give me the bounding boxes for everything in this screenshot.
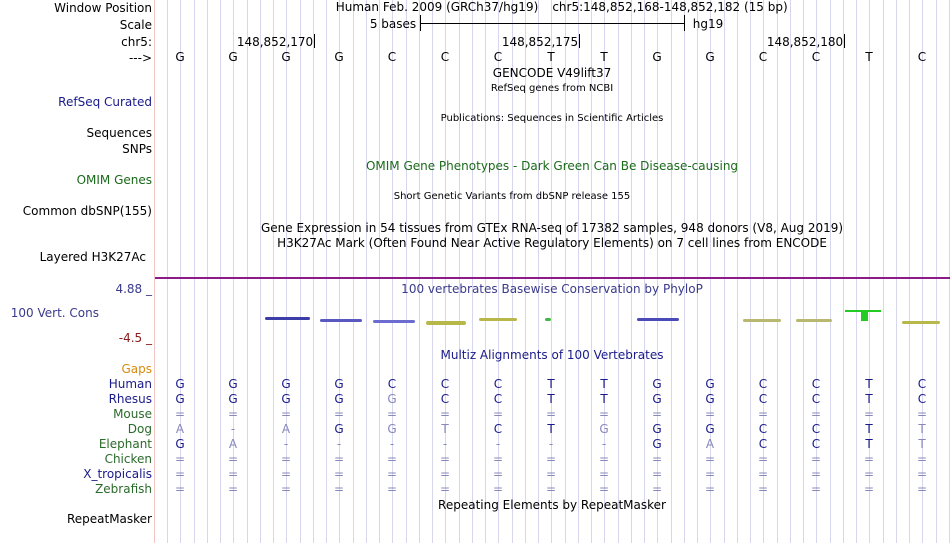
alignment-base: = xyxy=(863,452,875,466)
track-title-multiz[interactable]: Multiz Alignments of 100 Vertebrates xyxy=(440,348,664,362)
gridline xyxy=(260,0,261,543)
alignment-base: = xyxy=(439,452,451,466)
species-label[interactable]: Elephant xyxy=(98,437,152,451)
alignment-base: G xyxy=(281,392,291,406)
gridline xyxy=(883,0,884,543)
alignment-base: = xyxy=(916,482,928,496)
alignment-base: - xyxy=(283,437,289,451)
alignment-base: C xyxy=(917,392,927,406)
gridline xyxy=(724,0,725,543)
alignment-base: = xyxy=(545,467,557,481)
reference-base: C xyxy=(811,50,821,64)
label-sequences[interactable]: Sequences xyxy=(86,126,152,140)
alignment-base: = xyxy=(280,482,292,496)
gridline xyxy=(207,0,208,543)
gridline xyxy=(366,0,367,543)
alignment-base: T xyxy=(547,377,555,391)
scale-bar-right-tick xyxy=(684,15,685,31)
reference-base: C xyxy=(387,50,397,64)
label-vert-cons[interactable]: 100 Vert. Cons xyxy=(10,306,99,320)
alignment-base: C xyxy=(811,377,821,391)
alignment-base: = xyxy=(280,467,292,481)
alignment-base: = xyxy=(598,407,610,421)
alignment-base: C xyxy=(758,392,768,406)
alignment-base: = xyxy=(333,482,345,496)
alignment-base: C xyxy=(917,377,927,391)
reference-base: T xyxy=(547,50,555,64)
alignment-base: = xyxy=(916,467,928,481)
alignment-base: A xyxy=(228,437,238,451)
reference-base: G xyxy=(705,50,715,64)
scale-bar-line xyxy=(420,23,685,24)
alignment-base: G xyxy=(705,392,715,406)
alignment-base: C xyxy=(758,437,768,451)
gridline xyxy=(684,0,685,543)
scale-bar-db: hg19 xyxy=(692,17,724,31)
gridline xyxy=(750,0,751,543)
alignment-base: G xyxy=(228,377,238,391)
alignment-base: G xyxy=(334,392,344,406)
alignment-base: = xyxy=(704,482,716,496)
alignment-base: = xyxy=(439,467,451,481)
gridline xyxy=(909,0,910,543)
alignment-base: C xyxy=(811,422,821,436)
alignment-base: G xyxy=(334,422,344,436)
alignment-base: = xyxy=(227,452,239,466)
gridline xyxy=(856,0,857,543)
alignment-base: A xyxy=(175,422,185,436)
gridline xyxy=(777,0,778,543)
alignment-base: - xyxy=(548,437,554,451)
coord-tick xyxy=(579,34,580,48)
coord-tick xyxy=(844,34,845,48)
alignment-base: G xyxy=(334,377,344,391)
alignment-base: G xyxy=(387,422,397,436)
position-readout: chr5:148,852,168-148,852,182 (15 bp) xyxy=(552,0,788,14)
track-image-panel[interactable] xyxy=(155,0,950,543)
label-chrom[interactable]: chr5: xyxy=(121,35,152,49)
reference-base: C xyxy=(758,50,768,64)
reference-base: C xyxy=(440,50,450,64)
gridline xyxy=(472,0,473,543)
species-label[interactable]: Rhesus xyxy=(108,392,152,406)
alignment-base: = xyxy=(492,467,504,481)
alignment-base: = xyxy=(598,452,610,466)
alignment-base: T xyxy=(865,377,873,391)
track-labels-panel xyxy=(0,0,154,543)
label-strand-arrow[interactable]: ---> xyxy=(128,51,152,65)
alignment-base: = xyxy=(174,482,186,496)
alignment-base: T xyxy=(547,392,555,406)
alignment-base: C xyxy=(493,422,503,436)
alignment-base: G xyxy=(652,392,662,406)
alignment-base: G xyxy=(599,422,609,436)
coord-label: 148,852,175 xyxy=(501,35,579,49)
scale-bar-text: 5 bases xyxy=(369,17,417,31)
alignment-base: = xyxy=(916,452,928,466)
track-title-repeatmasker[interactable]: Repeating Elements by RepeatMasker xyxy=(438,498,666,512)
alignment-base: A xyxy=(705,437,715,451)
reference-base: G xyxy=(281,50,291,64)
reference-base: G xyxy=(175,50,185,64)
gridline xyxy=(406,0,407,543)
alignment-base: G xyxy=(652,437,662,451)
gridline xyxy=(843,0,844,543)
label-gaps[interactable]: Gaps xyxy=(121,362,152,376)
alignment-base: C xyxy=(440,392,450,406)
alignment-base: = xyxy=(492,482,504,496)
alignment-base: C xyxy=(493,392,503,406)
alignment-base: G xyxy=(652,422,662,436)
species-label[interactable]: X_tropicalis xyxy=(83,467,152,481)
coord-label: 148,852,170 xyxy=(236,35,314,49)
alignment-base: = xyxy=(227,467,239,481)
label-layered-h3k27ac[interactable]: Layered H3K27Ac xyxy=(39,250,146,264)
alignment-base: = xyxy=(810,407,822,421)
alignment-base: = xyxy=(227,407,239,421)
gridline xyxy=(485,0,486,543)
species-label[interactable]: Human xyxy=(108,377,152,391)
gridline xyxy=(379,0,380,543)
alignment-base: C xyxy=(758,422,768,436)
gridline xyxy=(247,0,248,543)
alignment-base: - xyxy=(336,437,342,451)
alignment-base: C xyxy=(811,392,821,406)
label-common-dbsnp[interactable]: Common dbSNP(155) xyxy=(22,204,152,218)
alignment-base: = xyxy=(439,482,451,496)
reference-base: G xyxy=(652,50,662,64)
alignment-base: = xyxy=(386,452,398,466)
label-omim-genes[interactable]: OMIM Genes xyxy=(76,173,152,187)
track-title-publications[interactable]: Publications: Sequences in Scientific Articles xyxy=(440,113,664,124)
species-label[interactable]: Zebrafish xyxy=(95,482,152,496)
alignment-base: T xyxy=(600,377,608,391)
alignment-base: = xyxy=(651,467,663,481)
label-snps[interactable]: SNPs xyxy=(122,142,152,156)
coord-tick xyxy=(314,34,315,48)
alignment-base: C xyxy=(758,377,768,391)
track-title-omim[interactable]: OMIM Gene Phenotypes - Dark Green Can Be Disease-causing xyxy=(365,159,739,173)
species-label[interactable]: Mouse xyxy=(113,407,152,421)
reference-base: T xyxy=(600,50,608,64)
track-title-gencode[interactable]: GENCODE V49lift37 xyxy=(492,66,612,80)
alignment-base: = xyxy=(757,452,769,466)
gridline xyxy=(167,0,168,543)
alignment-base: G xyxy=(228,392,238,406)
alignment-base: G xyxy=(175,392,185,406)
alignment-base: = xyxy=(810,482,822,496)
label-cons-max: 4.88 _ xyxy=(115,282,152,296)
alignment-base: G xyxy=(705,422,715,436)
alignment-base: = xyxy=(757,407,769,421)
species-label[interactable]: Chicken xyxy=(104,452,152,466)
track-title-dbsnp[interactable]: Short Genetic Variants from dbSNP release 155 xyxy=(393,191,631,202)
alignment-base: = xyxy=(916,407,928,421)
reference-base: G xyxy=(334,50,344,64)
species-label[interactable]: Dog xyxy=(127,422,152,436)
track-group-separator xyxy=(155,277,950,279)
reference-base: C xyxy=(493,50,503,64)
alignment-base: = xyxy=(651,452,663,466)
gridline xyxy=(737,0,738,543)
gridline xyxy=(936,0,937,543)
alignment-base: - xyxy=(442,437,448,451)
alignment-base: = xyxy=(545,452,557,466)
alignment-base: = xyxy=(174,467,186,481)
alignment-base: = xyxy=(174,407,186,421)
gridline xyxy=(432,0,433,543)
alignment-base: = xyxy=(280,452,292,466)
track-title-gtex[interactable]: Gene Expression in 54 tissues from GTEx RNA-seq of 17382 samples, 948 donors (V8, Aug 2019) xyxy=(260,221,844,235)
gridline xyxy=(273,0,274,543)
gridline xyxy=(313,0,314,543)
gridline xyxy=(419,0,420,543)
alignment-base: = xyxy=(386,407,398,421)
reference-base: T xyxy=(865,50,873,64)
gridline xyxy=(300,0,301,543)
gridline xyxy=(194,0,195,543)
assembly-title: Human Feb. 2009 (GRCh37/hg19) xyxy=(335,0,539,14)
alignment-base: G xyxy=(387,392,397,406)
alignment-base: = xyxy=(439,407,451,421)
track-title-refseq[interactable]: RefSeq genes from NCBI xyxy=(490,83,614,94)
gridline xyxy=(671,0,672,543)
reference-base: C xyxy=(917,50,927,64)
alignment-base: = xyxy=(704,452,716,466)
alignment-base: = xyxy=(280,407,292,421)
alignment-base: T xyxy=(865,437,873,451)
alignment-base: = xyxy=(757,467,769,481)
alignment-base: C xyxy=(440,377,450,391)
alignment-base: = xyxy=(651,482,663,496)
alignment-base: = xyxy=(492,407,504,421)
gridline xyxy=(326,0,327,543)
gridline xyxy=(220,0,221,543)
alignment-base: = xyxy=(704,467,716,481)
alignment-base: - xyxy=(230,422,236,436)
alignment-base: = xyxy=(386,482,398,496)
alignment-base: G xyxy=(652,377,662,391)
label-window-position[interactable]: Window Position xyxy=(54,1,152,15)
label-repeatmasker[interactable]: RepeatMasker xyxy=(66,512,152,526)
alignment-base: = xyxy=(863,407,875,421)
coord-label: 148,852,180 xyxy=(766,35,844,49)
alignment-base: = xyxy=(598,467,610,481)
track-title-phylop[interactable]: 100 vertebrates Basewise Conservation by PhyloP xyxy=(401,282,703,296)
alignment-base: C xyxy=(493,377,503,391)
alignment-base: = xyxy=(757,482,769,496)
alignment-base: = xyxy=(492,452,504,466)
alignment-base: T xyxy=(865,392,873,406)
gridline xyxy=(790,0,791,543)
alignment-base: = xyxy=(863,467,875,481)
gridline xyxy=(631,0,632,543)
alignment-base: G xyxy=(175,437,185,451)
gridline xyxy=(644,0,645,543)
alignment-base: = xyxy=(333,467,345,481)
alignment-base: A xyxy=(281,422,291,436)
alignment-base: T xyxy=(918,437,926,451)
alignment-base: G xyxy=(705,377,715,391)
alignment-base: = xyxy=(598,482,610,496)
track-title-h3k27ac[interactable]: H3K27Ac Mark (Often Found Near Active Regulatory Elements) on 7 cell lines from ENCODE xyxy=(277,236,827,250)
alignment-base: T xyxy=(441,422,449,436)
alignment-base: T xyxy=(865,422,873,436)
alignment-base: = xyxy=(651,407,663,421)
alignment-base: = xyxy=(333,452,345,466)
gridline xyxy=(830,0,831,543)
gridline xyxy=(353,0,354,543)
label-refseq-curated[interactable]: RefSeq Curated xyxy=(58,95,152,109)
alignment-base: - xyxy=(601,437,607,451)
alignment-base: = xyxy=(174,452,186,466)
alignment-base: = xyxy=(545,407,557,421)
gridline xyxy=(896,0,897,543)
alignment-base: = xyxy=(333,407,345,421)
alignment-base: = xyxy=(227,482,239,496)
alignment-base: T xyxy=(918,422,926,436)
alignment-base: = xyxy=(810,452,822,466)
alignment-base: G xyxy=(175,377,185,391)
alignment-base: = xyxy=(545,482,557,496)
alignment-base: G xyxy=(281,377,291,391)
label-cons-min: -4.5 _ xyxy=(118,331,152,345)
alignment-base: - xyxy=(389,437,395,451)
gridline xyxy=(618,0,619,543)
alignment-base: C xyxy=(387,377,397,391)
alignment-base: = xyxy=(704,407,716,421)
gridline xyxy=(803,0,804,543)
alignment-base: C xyxy=(811,437,821,451)
alignment-base: = xyxy=(386,467,398,481)
gridline xyxy=(697,0,698,543)
alignment-base: - xyxy=(495,437,501,451)
alignment-base: = xyxy=(863,482,875,496)
alignment-base: T xyxy=(600,392,608,406)
label-scale[interactable]: Scale xyxy=(119,18,152,32)
reference-base: G xyxy=(228,50,238,64)
alignment-base: = xyxy=(810,467,822,481)
alignment-base: T xyxy=(547,422,555,436)
gridline xyxy=(459,0,460,543)
